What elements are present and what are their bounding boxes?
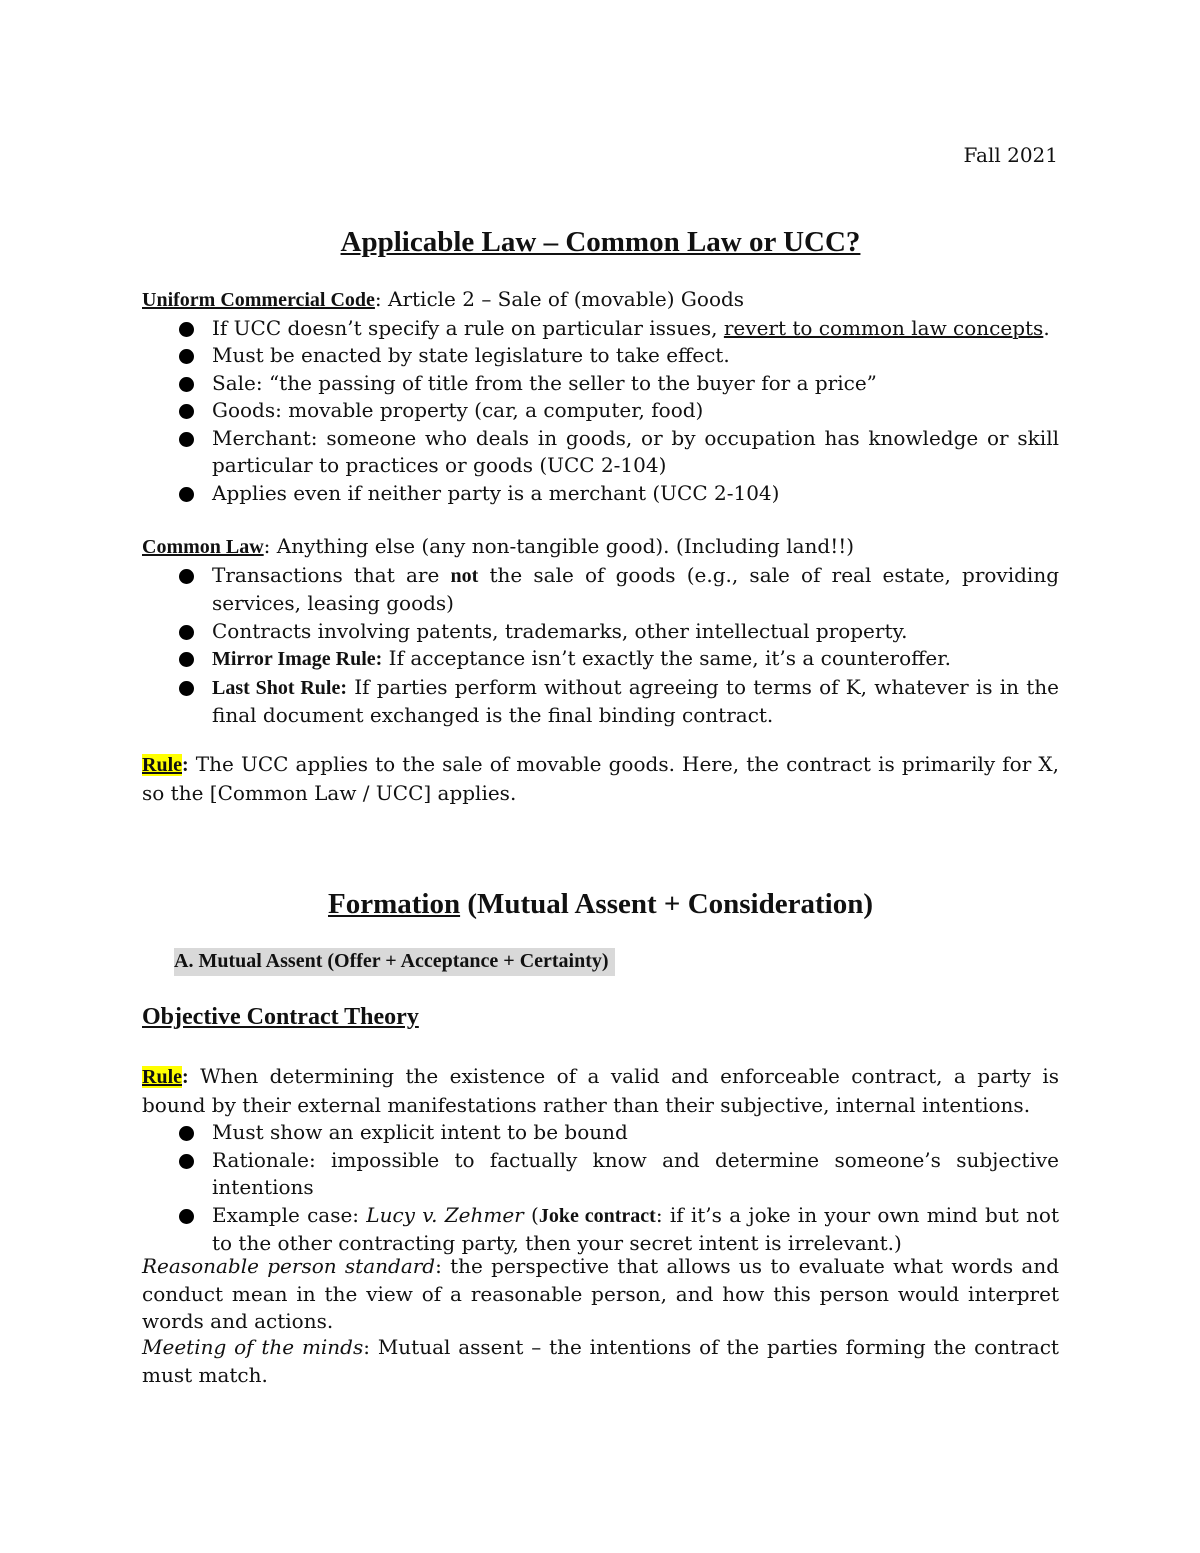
bullet-icon (179, 487, 194, 502)
rule-text: When determining the existence of a valid and enforceable contract, a party is bound by their external manifestations rather than their subjective, internal intentions. (142, 1064, 1059, 1117)
bullet-icon (179, 681, 194, 696)
list-item (142, 480, 1059, 508)
ucc-block (142, 286, 1059, 507)
bullet-text: Transactions that are (212, 562, 451, 587)
subheading-mutual-assent-wrap (174, 948, 615, 976)
rule-colon: : (182, 1066, 189, 1088)
list-item (142, 1147, 1059, 1202)
date-label: Fall 2021 (963, 143, 1058, 167)
revert-common-law-text: revert to common law concepts (723, 315, 1044, 340)
objective-theory-title-wrap (142, 1004, 1059, 1031)
bullet-text: Sale: “the passing of title from the seller to the buyer for a price” (212, 370, 877, 395)
rule-block-applicable-law (142, 751, 1059, 807)
bullet-icon (179, 1154, 194, 1169)
section-title-applicable-law: Applicable Law – Common Law or UCC? (340, 226, 861, 258)
reasonable-person-paragraph (142, 1253, 1059, 1336)
bullet-text: If parties perform without agreeing to terms of K, whatever is in the final document exchanged is the final binding contract. (212, 674, 1059, 727)
bullet-icon (179, 625, 194, 640)
ucc-bullet-list (142, 315, 1059, 508)
bullet-icon (179, 322, 194, 337)
bullet-icon (179, 1126, 194, 1141)
formation-title-rest: (Mutual Assent + Consideration) (460, 888, 873, 920)
rule-label: Rule (142, 754, 182, 776)
bullet-icon (179, 432, 194, 447)
list-item (142, 562, 1059, 618)
bullet-text: Rationale: impossible to factually know and determine someone’s subjective intentions (212, 1147, 1059, 1199)
reasonable-person-text: : the perspective that allows us to evaluate what words and conduct mean in the view of a reasonable person, and how this person would interpret words and actions. (142, 1254, 1059, 1333)
bullet-icon (179, 377, 194, 392)
joke-contract-label: Joke contract (538, 1204, 656, 1227)
list-item (142, 315, 1059, 343)
list-item (142, 1202, 1059, 1258)
list-item (142, 425, 1059, 480)
bullet-text-end: the sale of goods (e.g., sale of real estate, providing services, leasing goods) (212, 562, 1060, 615)
meeting-of-minds-label: Meeting of the minds (142, 1335, 364, 1359)
ucc-label: Uniform Commercial Code (142, 289, 375, 311)
list-item (142, 1119, 1059, 1147)
bullet-text: Must be enacted by state legislature to take effect. (212, 343, 730, 367)
list-item (142, 342, 1059, 370)
bullet-text: If UCC doesn’t specify a rule on particular issues, (212, 315, 724, 340)
formation-title-underlined: Formation (328, 888, 461, 920)
common-law-heading (142, 533, 1059, 562)
bullet-icon (179, 404, 194, 419)
rule-colon: : (182, 754, 189, 776)
list-item (142, 397, 1059, 425)
common-law-block (142, 533, 1059, 730)
ucc-text: : Article 2 – Sale of (movable) Goods (374, 287, 745, 311)
bullet-text: Contracts involving patents, trademarks, other intellectual property. (212, 618, 908, 643)
reasonable-person-label: Reasonable person standard (142, 1254, 436, 1278)
bullet-icon (179, 652, 194, 667)
subheading-mutual-assent: A. Mutual Assent (Offer + Acceptance + Certainty) (174, 948, 615, 976)
list-item (142, 645, 1059, 674)
common-law-label: Common Law (142, 536, 264, 558)
meeting-of-minds-text: : Mutual assent – the intentions of the parties forming the contract must match. (142, 1335, 1059, 1387)
rule-block-objective-theory (142, 1063, 1059, 1258)
common-law-text: : Anything else (any non-tangible good). (Including land!!) (263, 534, 855, 558)
section-applicable-law-title-wrap (142, 226, 1059, 259)
rule-paragraph (142, 1063, 1059, 1119)
bullet-text: Merchant: someone who deals in goods, or by occupation has knowledge or skill particular to practices or goods (UCC 2-104) (212, 425, 1059, 477)
rule-label: Rule (142, 1066, 182, 1088)
bullet-text: Goods: movable property (car, a computer, food) (212, 398, 704, 422)
bullet-bold-text: not (450, 564, 479, 587)
bullet-icon (179, 1209, 194, 1224)
bullet-text: Applies even if neither party is a merchant (UCC 2-104) (212, 480, 780, 505)
list-item (142, 370, 1059, 398)
rule-text: The UCC applies to the sale of movable goods. Here, the contract is primarily for X, so the [Common Law / UCC] applies. (142, 752, 1059, 805)
meeting-of-minds-paragraph (142, 1334, 1059, 1389)
bullet-text-end: . (1043, 315, 1050, 340)
objective-theory-bullet-list (142, 1119, 1059, 1258)
objective-contract-theory-title: Objective Contract Theory (142, 1004, 419, 1030)
section-formation-title-wrap (142, 888, 1059, 921)
mirror-image-rule-label: Mirror Image Rule: (212, 648, 383, 670)
bullet-text: If acceptance isn’t exactly the same, it’s a counteroffer. (382, 646, 951, 670)
case-name: Lucy v. Zehmer (366, 1202, 524, 1227)
bullet-text: Must show an explicit intent to be bound (212, 1120, 628, 1144)
list-item (142, 674, 1059, 730)
bullet-text: Example case: (212, 1202, 367, 1227)
common-law-bullet-list (142, 562, 1059, 730)
bullet-icon (179, 569, 194, 584)
list-item (142, 618, 1059, 646)
bullet-icon (179, 349, 194, 364)
rule-paragraph (142, 751, 1059, 807)
meeting-of-minds-block (142, 1334, 1059, 1389)
reasonable-person-block (142, 1253, 1059, 1336)
bullet-text-end: : if it’s a joke in your own mind but not to the other contracting party, then your secret intent is irrelevant.) (212, 1202, 1059, 1255)
section-title-formation (142, 888, 1059, 921)
bullet-text-mid: ( (523, 1202, 539, 1227)
last-shot-rule-label: Last Shot Rule: (212, 676, 348, 699)
ucc-heading (142, 286, 1059, 315)
